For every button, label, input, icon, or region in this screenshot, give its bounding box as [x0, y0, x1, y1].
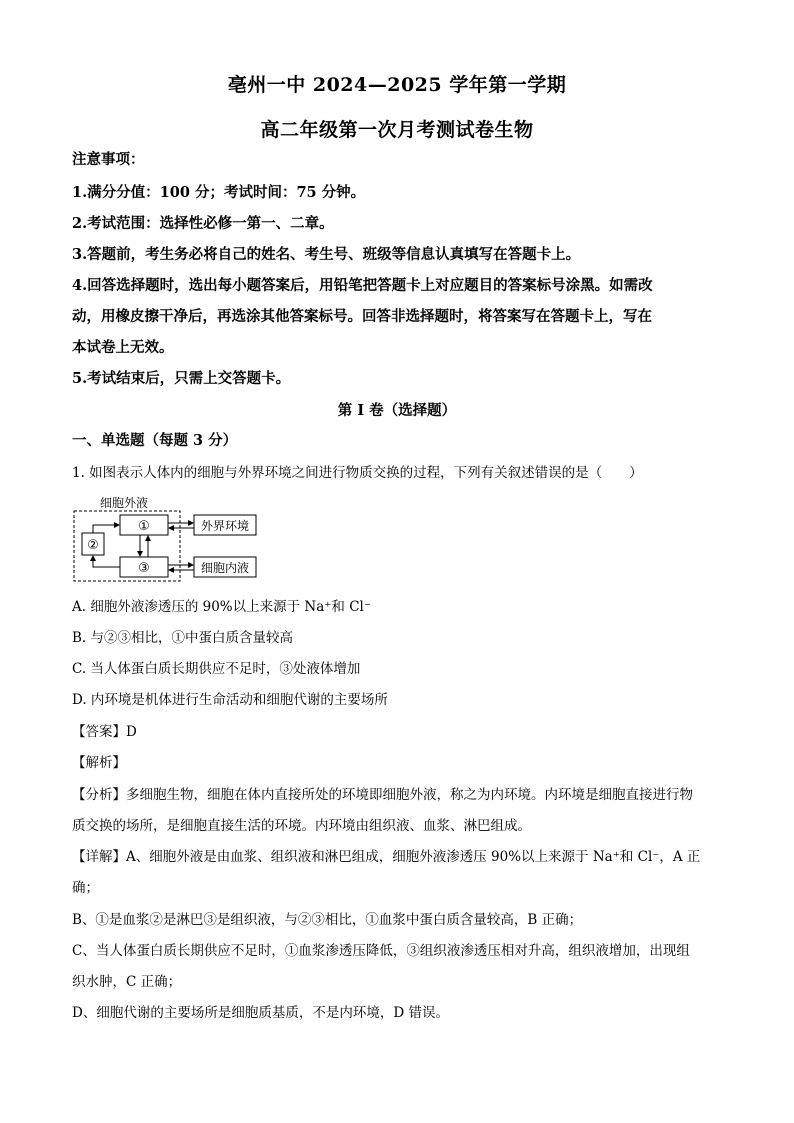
notice-heading: 注意事项： — [72, 151, 145, 168]
analysis-line-6: C、当人体蛋白质长期供应不足时，①血浆渗透压降低，③组织液渗透压相对升高，组织液增加，出现组 — [72, 943, 690, 959]
notice-item-3: 3.答题前，考生务必将自己的姓名、考生号、班级等信息认真填写在答题卡上。 — [72, 246, 581, 263]
notice-item-4: 4.回答选择题时，选出每小题答案后，用铅笔把答题卡上对应题目的答案标号涂黑。如需改 — [72, 277, 653, 294]
notice-item-1: 1.满分分值：100 分；考试时间：75 分钟。 — [72, 184, 366, 201]
arrow-3-to-2 — [93, 556, 120, 567]
analysis-line-1: 【分析】多细胞生物，细胞在体内直接所处的环境即细胞外液，称之为内环境。内环境是细胞直接进行物 — [72, 787, 693, 803]
arrow-2-to-1 — [93, 525, 119, 533]
analysis-line-3: 【详解】A、细胞外液是由血浆、组织液和淋巴组成，细胞外液渗透压 90%以上来源于 Na⁺和 Cl⁻，A 正 — [72, 849, 701, 865]
box-3-label: ③ — [138, 561, 150, 576]
analysis-line-4: 确； — [72, 880, 99, 896]
option-a: A. 细胞外液渗透压的 90%以上来源于 Na⁺和 Cl⁻ — [72, 599, 371, 615]
exam-title: 亳州一中 2024—2025 学年第一学期 — [227, 74, 567, 96]
analysis-line-5: B、①是血浆②是淋巴③是组织液，与②③相比，①血浆中蛋白质含量较高，B 正确； — [72, 912, 583, 928]
analysis-tag: 【解析】 — [72, 755, 126, 771]
option-c: C. 当人体蛋白质长期供应不足时，③处液体增加 — [72, 661, 361, 677]
box-1-label: ① — [138, 519, 150, 534]
intracellular-fluid-label: 细胞内液 — [200, 561, 250, 575]
analysis-line-7: 织水肿，C 正确； — [72, 974, 182, 990]
body-fluid-diagram — [72, 493, 272, 585]
option-d: D. 内环境是机体进行生命活动和细胞代谢的主要场所 — [72, 692, 388, 708]
external-env-label: 外界环境 — [200, 519, 250, 533]
question-1-stem: 1. 如图表示人体内的细胞与外界环境之间进行物质交换的过程，下列有关叙述错误的是（ ） — [72, 465, 643, 481]
extracellular-fluid-label: 细胞外液 — [100, 496, 149, 510]
notice-item-4-cont: 动，用橡皮擦干净后，再选涂其他答案标号。回答非选择题时，将答案写在答题卡上，写在 — [72, 308, 652, 325]
analysis-line-8: D、细胞代谢的主要场所是细胞质基质，不是内环境，D 错误。 — [72, 1005, 449, 1021]
notice-item-2: 2.考试范围：选择性必修一第一、二章。 — [72, 215, 334, 232]
part-title: 第 I 卷（选择题） — [337, 402, 457, 419]
section-heading: 一、单选题（每题 3 分） — [72, 432, 238, 449]
option-b: B. 与②③相比，①中蛋白质含量较高 — [72, 630, 294, 646]
notice-item-4-end: 本试卷上无效。 — [72, 339, 174, 356]
analysis-line-2: 质交换的场所，是细胞直接生活的环境。内环境由组织液、血浆、淋巴组成。 — [72, 818, 531, 834]
exam-subtitle: 高二年级第一次月考测试卷生物 — [260, 119, 534, 141]
answer-line: 【答案】D — [72, 724, 137, 740]
box-2-label: ② — [87, 538, 99, 553]
notice-item-5: 5.考试结束后，只需上交答题卡。 — [72, 370, 291, 387]
